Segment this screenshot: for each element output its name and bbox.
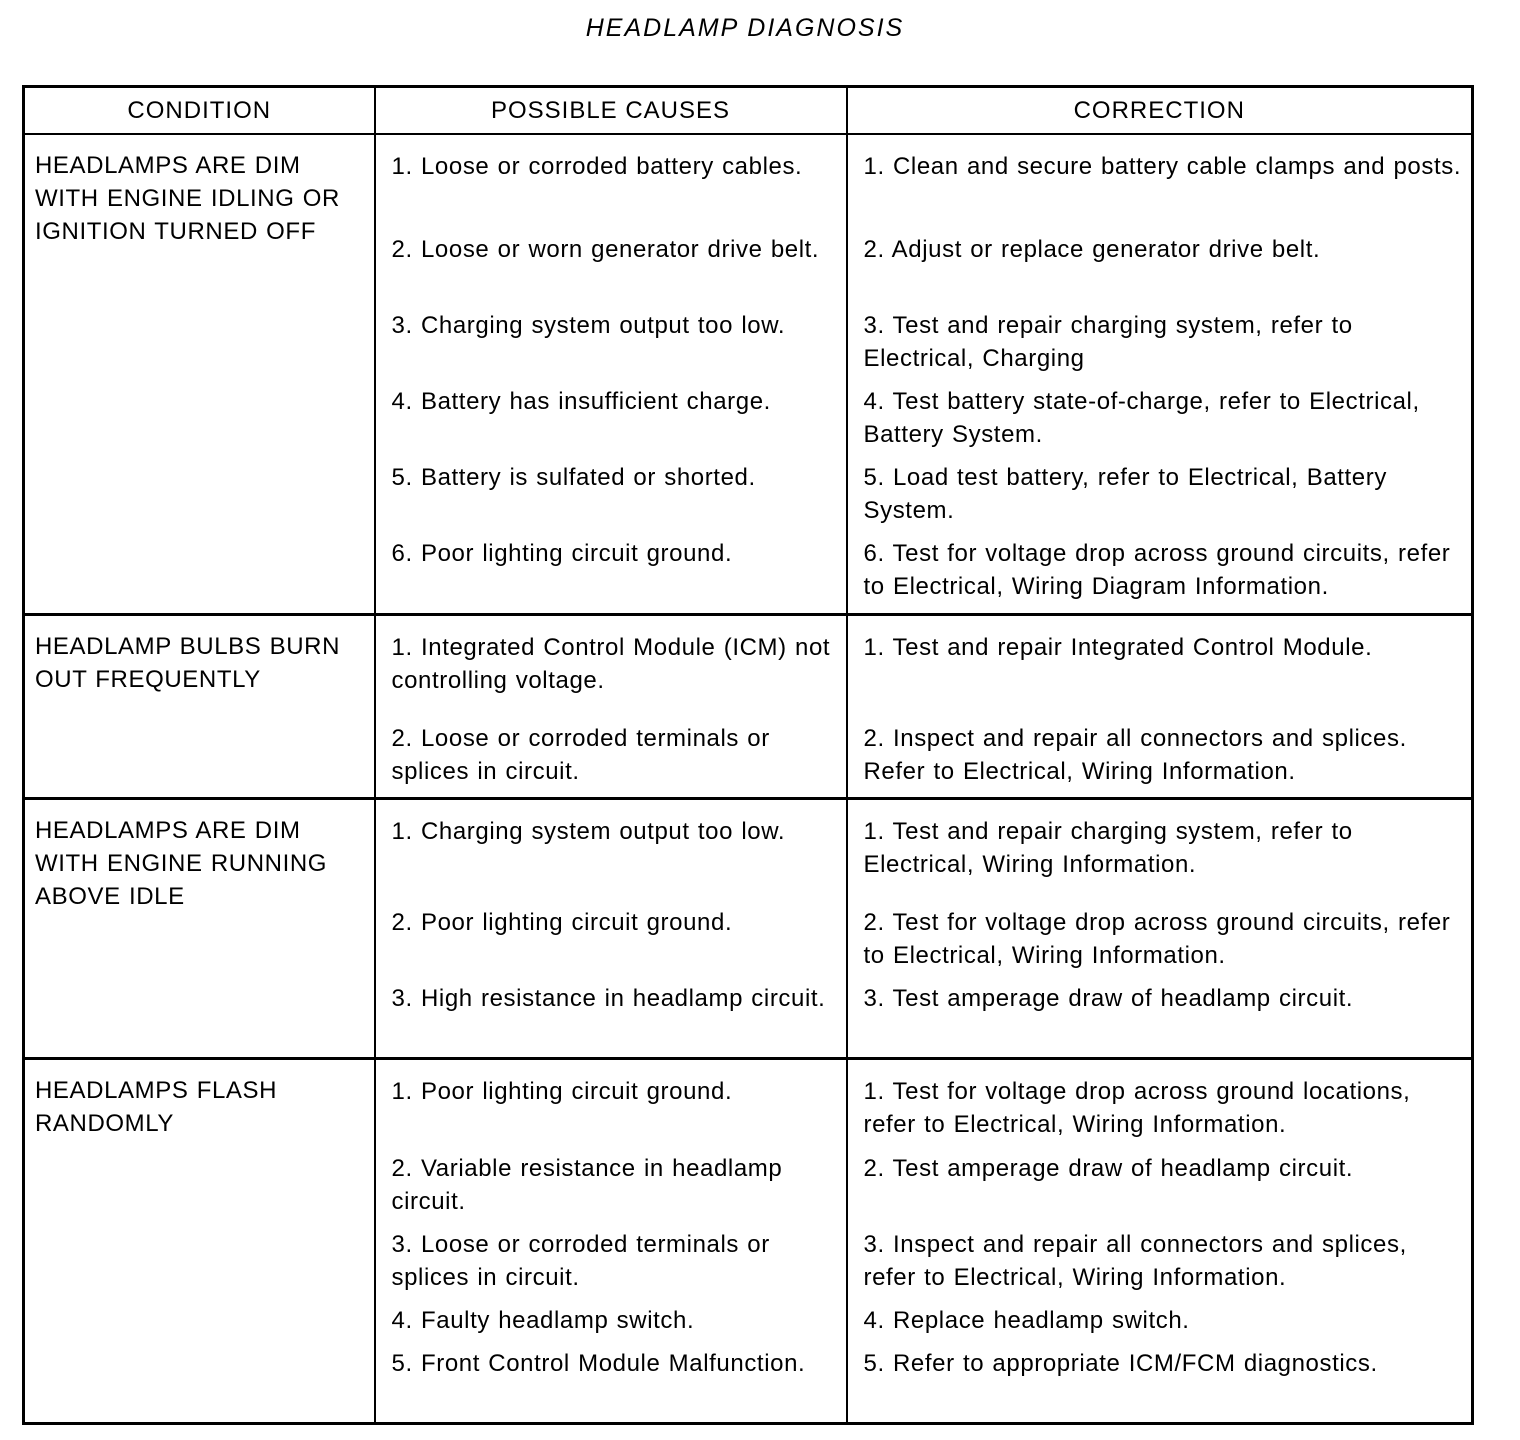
correction-item: 1. Clean and secure battery cable clamps and posts. (863, 153, 1462, 180)
table-row (24, 615, 1473, 799)
cause-item: 1. Charging system output too low. (391, 818, 786, 845)
causes-cell (375, 134, 847, 615)
condition-text: HEADLAMPS FLASH RANDOMLY (35, 1077, 278, 1137)
cause-item: 3. Charging system output too low. (391, 312, 786, 339)
causes-cell (375, 615, 847, 799)
cause-item: 5. Battery is sulfated or shorted. (391, 464, 756, 491)
condition-cell (24, 799, 375, 1059)
condition-text: HEADLAMPS ARE DIM WITH ENGINE IDLING OR IGNITION TURNED OFF (35, 152, 340, 245)
correction-item: 4. Test battery state-of-charge, refer to Electrical, Battery System. (863, 388, 1420, 448)
correction-item: 1. Test and repair charging system, refer to Electrical, Wiring Information. (863, 818, 1353, 878)
headlamp-diagnosis-table (22, 85, 1474, 1425)
condition-cell (24, 1059, 375, 1424)
cause-item: 3. Loose or corroded terminals or splices in circuit. (391, 1231, 770, 1291)
correction-item: 1. Test for voltage drop across ground locations, refer to Electrical, Wiring Information. (863, 1078, 1411, 1138)
condition-text: HEADLAMP BULBS BURN OUT FREQUENTLY (35, 633, 341, 693)
cause-item: 1. Loose or corroded battery cables. (391, 153, 803, 180)
causes-cell (375, 799, 847, 1059)
cause-item: 2. Loose or corroded terminals or splices in circuit. (391, 725, 770, 785)
cause-item: 1. Integrated Control Module (ICM) not controlling voltage. (391, 634, 831, 694)
correction-item: 3. Inspect and repair all connectors and splices, refer to Electrical, Wiring Information. (863, 1231, 1407, 1291)
cause-item: 2. Loose or worn generator drive belt. (391, 236, 820, 263)
correction-item: 2. Adjust or replace generator drive belt. (863, 236, 1321, 263)
correction-item: 5. Load test battery, refer to Electrical, Battery System. (863, 464, 1387, 524)
cause-item: 3. High resistance in headlamp circuit. (391, 985, 826, 1012)
corrections-cell (847, 1059, 1473, 1424)
page-title: HEADLAMP DIAGNOSIS (585, 14, 905, 42)
condition-text: HEADLAMPS ARE DIM WITH ENGINE RUNNING ABOVE IDLE (35, 817, 328, 910)
cause-item: 4. Battery has insufficient charge. (391, 388, 771, 415)
correction-item: 3. Test amperage draw of headlamp circuit. (863, 985, 1354, 1012)
table-row (24, 799, 1473, 1059)
table-row (24, 134, 1473, 615)
correction-item: 6. Test for voltage drop across ground circuits, refer to Electrical, Wiring Diagram Information. (863, 540, 1451, 600)
cause-item: 2. Variable resistance in headlamp circuit. (391, 1155, 783, 1215)
cause-item: 4. Faulty headlamp switch. (391, 1307, 695, 1334)
correction-item: 2. Test amperage draw of headlamp circuit. (863, 1155, 1354, 1182)
correction-item: 4. Replace headlamp switch. (863, 1307, 1190, 1334)
correction-item: 3. Test and repair charging system, refer to Electrical, Charging (863, 312, 1353, 372)
column-header-correction: CORRECTION (847, 87, 1473, 135)
column-header-possible-causes: POSSIBLE CAUSES (375, 87, 847, 135)
table-header-row (24, 87, 1473, 135)
column-header-condition: CONDITION (24, 87, 375, 135)
corrections-cell (847, 615, 1473, 799)
condition-cell (24, 615, 375, 799)
cause-item: 1. Poor lighting circuit ground. (391, 1078, 733, 1105)
table-row (24, 1059, 1473, 1424)
correction-item: 5. Refer to appropriate ICM/FCM diagnostics. (863, 1350, 1378, 1377)
causes-cell (375, 1059, 847, 1424)
correction-item: 2. Test for voltage drop across ground circuits, refer to Electrical, Wiring Information. (863, 909, 1451, 969)
corrections-cell (847, 134, 1473, 615)
correction-item: 1. Test and repair Integrated Control Module. (863, 634, 1373, 661)
condition-cell (24, 134, 375, 615)
cause-item: 2. Poor lighting circuit ground. (391, 909, 733, 936)
corrections-cell (847, 799, 1473, 1059)
cause-item: 6. Poor lighting circuit ground. (391, 540, 733, 567)
correction-item: 2. Inspect and repair all connectors and splices. Refer to Electrical, Wiring Information. (863, 725, 1407, 785)
cause-item: 5. Front Control Module Malfunction. (391, 1350, 806, 1377)
